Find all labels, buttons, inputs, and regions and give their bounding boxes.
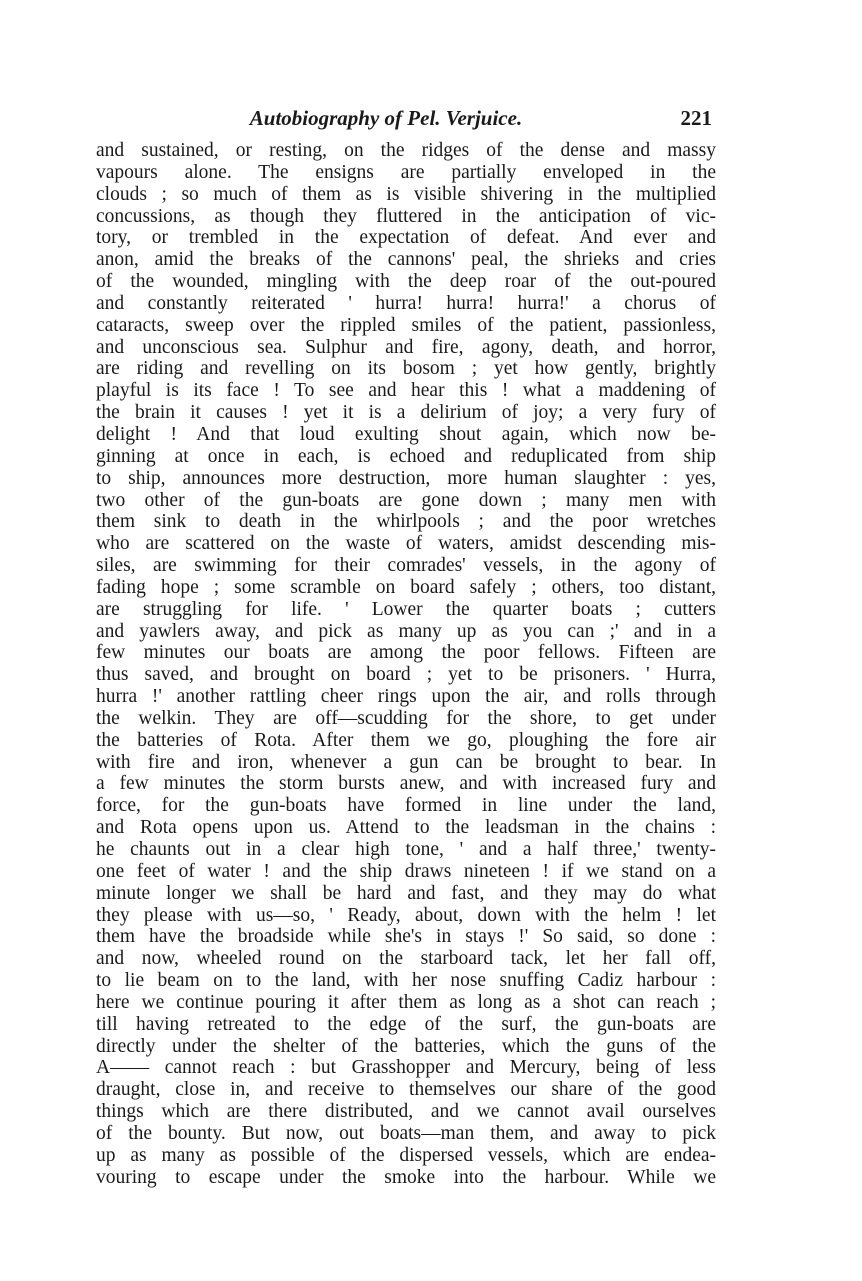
text-line: and constantly reiterated ' hurra! hurra! hurra!' a chorus of [96,292,716,314]
text-line: of the wounded, mingling with the deep roar of the out-poured [96,271,716,293]
text-line: of the bounty. But now, out boats—man them, and away to pick [96,1122,716,1144]
text-line: and Rota opens upon us. Attend to the leadsman in the chains : [96,817,716,839]
text-line: they please with us—so, ' Ready, about, down with the helm ! let [96,904,716,926]
text-line: to ship, announces more destruction, more human slaughter : yes, [96,467,716,489]
text-line: them have the broadside while she's in stays !' So said, so done : [96,926,716,948]
text-line: with fire and iron, whenever a gun can be brought to bear. In [96,751,716,773]
text-line: cataracts, sweep over the rippled smiles of the patient, passionless, [96,314,716,336]
text-line: the batteries of Rota. After them we go, ploughing the fore air [96,729,716,751]
running-title: Autobiography of Pel. Verjuice. [249,106,523,130]
text-line: thus saved, and brought on board ; yet to be prisoners. ' Hurra, [96,664,716,686]
text-line: and yawlers away, and pick as many up as you can ;' and in a [96,620,716,642]
text-line: tory, or trembled in the expectation of defeat. And ever and [96,227,716,249]
text-line: and now, wheeled round on the starboard tack, let her fall off, [96,948,716,970]
text-line: and sustained, or resting, on the ridges of the dense and massy [96,140,716,161]
text-line: the brain it causes ! yet it is a delirium of joy; a very fury of [96,402,716,424]
text-line: who are scattered on the waste of waters, amidst descending mis- [96,533,716,555]
text-line: here we continue pouring it after them as long as a shot can reach ; [96,991,716,1013]
text-line: are riding and revelling on its bosom ; yet how gently, brightly [96,358,716,380]
text-line: two other of the gun-boats are gone down ; many men with [96,489,716,511]
text-line: force, for the gun-boats have formed in line under the land, [96,795,716,817]
text-line: directly under the shelter of the batteries, which the guns of the [96,1035,716,1057]
text-line: up as many as possible of the dispersed vessels, which are endea- [96,1144,716,1166]
text-line: siles, are swimming for their comrades' vessels, in the agony of [96,555,716,577]
text-line: minute longer we shall be hard and fast, and they may do what [96,882,716,904]
text-line: vapours alone. The ensigns are partially enveloped in the [96,161,716,183]
text-line: few minutes our boats are among the poor fellows. Fifteen are [96,642,716,664]
book-page [96,104,716,1189]
text-line: hurra !' another rattling cheer rings upon the air, and rolls through [96,686,716,708]
text-line: to lie beam on to the land, with her nose snuffing Cadiz harbour : [96,970,716,992]
text-line: a few minutes the storm bursts anew, and with increased fury and [96,773,716,795]
page-number: 221 [680,106,712,130]
text-line: one feet of water ! and the ship draws nineteen ! if we stand on a [96,860,716,882]
running-head [96,104,716,134]
text-line: are struggling for life. ' Lower the quarter boats ; cutters [96,598,716,620]
text-line: and unconscious sea. Sulphur and fire, agony, death, and horror, [96,336,716,358]
text-line: he chaunts out in a clear high tone, ' and a half three,' twenty- [96,839,716,860]
text-line: playful is its face ! To see and hear this ! what a maddening of [96,380,716,402]
text-line: anon, amid the breaks of the cannons' peal, the shrieks and cries [96,249,716,271]
text-line: delight ! And that loud exulting shout again, which now be- [96,423,716,445]
text-line: the welkin. They are off—scudding for the shore, to get under [96,707,716,729]
text-line: things which are there distributed, and we cannot avail ourselves [96,1101,716,1123]
text-line: A—— cannot reach : but Grasshopper and Mercury, being of less [96,1057,716,1079]
text-line: them sink to death in the whirlpools ; and the poor wretches [96,511,716,533]
text-line: fading hope ; some scramble on board safely ; others, too distant, [96,576,716,598]
text-line: concussions, as though they fluttered in the anticipation of vic- [96,205,716,227]
text-line: vouring to escape under the smoke into the harbour. While we [96,1166,716,1188]
text-line: till having retreated to the edge of the surf, the gun-boats are [96,1013,716,1035]
body-text [96,140,716,1189]
text-line: ginning at once in each, is echoed and reduplicated from ship [96,445,716,467]
text-line: clouds ; so much of them as is visible shivering in the multiplied [96,183,716,205]
text-line: draught, close in, and receive to themselves our share of the good [96,1079,716,1101]
